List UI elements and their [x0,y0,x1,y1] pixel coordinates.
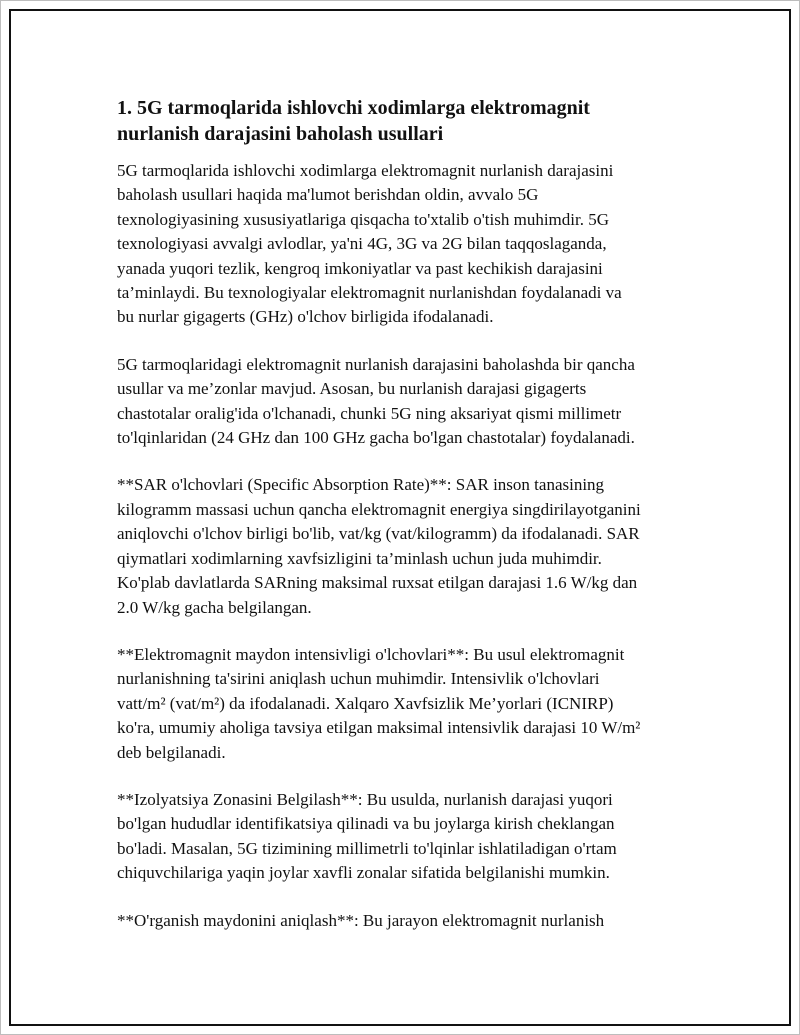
paragraph-study-area: **O'rganish maydonini aniqlash**: Bu jarayon elektromagnit nurlanish [117,910,605,930]
document-body [117,95,697,956]
paragraph-isolation-zone: **Izolyatsiya Zonasini Belgilash**: Bu usulda, nurlanish darajasi yuqori bo'lgan hududlar identifikatsiya qilinadi va bu joylarga kirish cheklangan bo'ladi. Masalan, 5G tizimining millimetrli to'lqinlar ishlatiladigan o'rtam chiquvchilariga yaqin joylar xavfli zonalar sifatida belgilanishi mumkin. [117,789,617,883]
paragraph-intro-5g: 5G tarmoqlarida ishlovchi xodimlarga elektromagnit nurlanish darajasini baholash usullari haqida ma'lumot berishdan oldin, avvalo 5G texnologiyasining xususiyatlariga qisqacha to'xtalib o'tish muhimdir. 5G texnologiyasi avvalgi avlodlar, ya'ni 4G, 3G va 2G bilan taqqoslaganda, yanada yuqori tezlik, kengroq imkoniyatlar va past kechikish darajasini ta’minlaydi. Bu texnologiyalar elektromagnit nurlanishdan foydalanadi va bu nurlar gigagerts (GHz) o'lchov birligida ifodalanadi. [117,161,622,327]
paragraph-sar-measurements: **SAR o'lchovlari (Specific Absorption Rate)**: SAR inson tanasining kilogramm massasi uchun qancha elektromagnit energiya singdirilayotganini aniqlovchi o'lchov birligi bo'lib, vat/kg (vat/kilogramm) da ifodalanadi. SAR qiymatlari xodimlarning xavfsizligini ta’minlash uchun juda muhimdir. Ko'plab davlatlarda SARning maksimal ruxsat etilgan darajasi 1.6 W/kg dan 2.0 W/kg gacha belgilangan. [117,475,641,617]
section-heading: 1. 5G tarmoqlarida ishlovchi xodimlarga elektromagnit nurlanish darajasini baholash usullari [117,97,590,145]
paragraph-field-intensity: **Elektromagnit maydon intensivligi o'lchovlari**: Bu usul elektromagnit nurlanishning ta'sirini aniqlash uchun muhimdir. Intensivlik o'lchovlari vatt/m² (vat/m²) da ifodalanadi. Xalqaro Xavfsizlik Me’yorlari (ICNIRP) ko'ra, umumiy aholiga tavsiya etilgan maksimal intensivlik darajasi 10 W/m² deb belgilanadi. [117,644,641,762]
paragraph-assessment-methods: 5G tarmoqlaridagi elektromagnit nurlanish darajasini baholashda bir qancha usullar va me’zonlar mavjud. Asosan, bu nurlanish darajasi gigagerts chastotalar oralig'ida o'lchanadi, chunki 5G ning aksariyat qismi millimetr to'lqinlaridan (24 GHz dan 100 GHz gacha bo'lgan chastotalar) foydalanadi. [117,354,635,448]
